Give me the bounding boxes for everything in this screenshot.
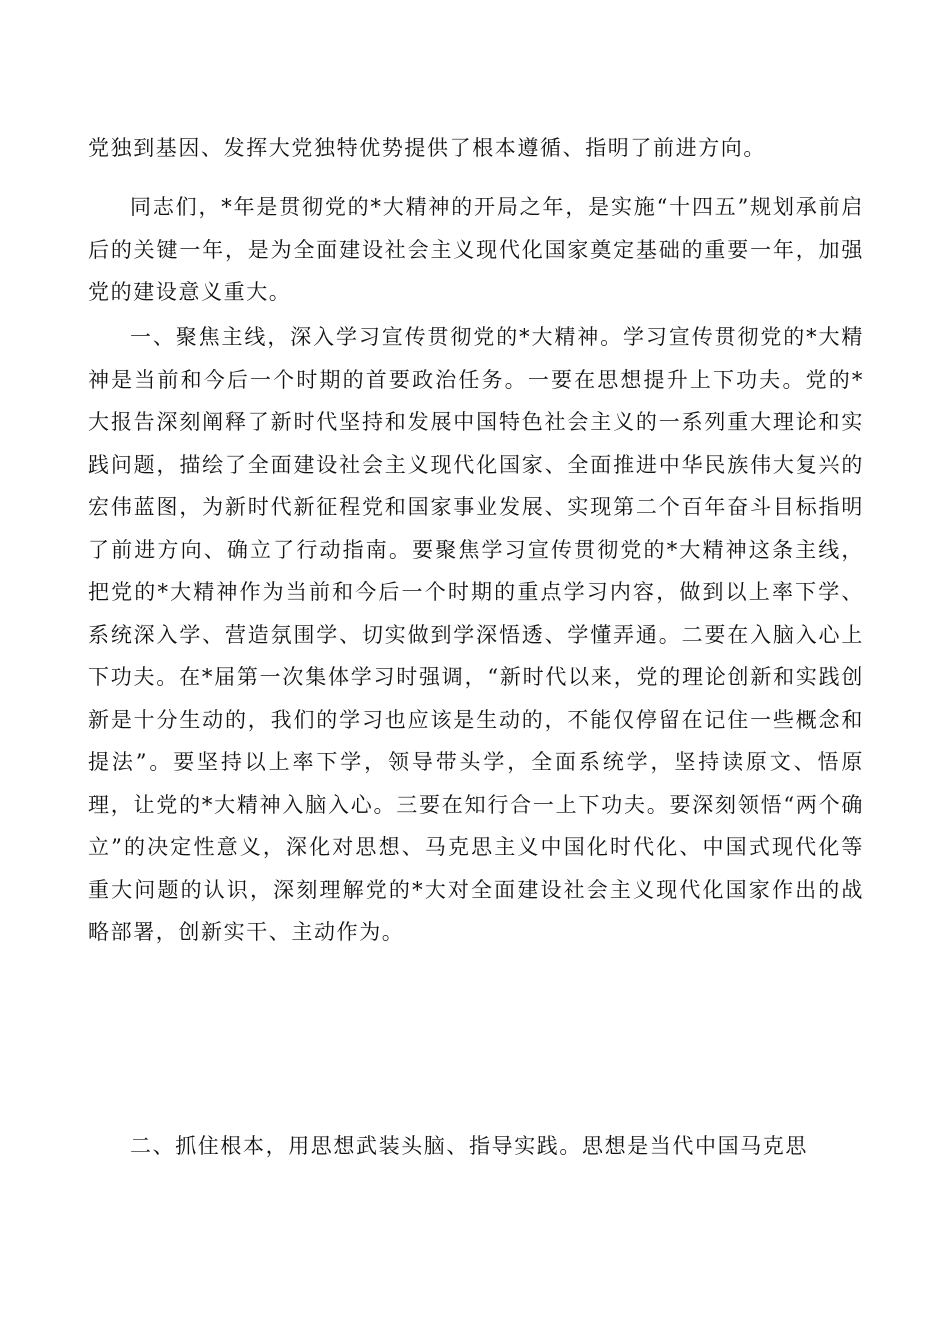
paragraph-section-two: 二、抓住根本，用思想武装头脑、指导实践。思想是当代中国马克思 (130, 1134, 808, 1158)
paragraph-continued: 党独到基因、发挥大党独特优势提供了根本遵循、指明了前进方向。 (88, 136, 766, 160)
paragraph-section-one: 一、聚焦主线，深入学习宣传贯彻党的*大精神。学习宣传贯彻党的*大精神是当前和今后一个时期的首要政治任务。一要在思想提升上下功夫。党的*大报告深刻阐释了新时代坚持和发展中国特色社会主义的一系列重大理论和实践问题，描绘了全面建设社会主义现代化国家、全面推进中华民族伟大复兴的宏伟蓝图，为新时代新征程党和国家事业发展、实现第二个百年奋斗目标指明了前进方向、确立了行动指南。要聚焦学习宣传贯彻党的*大精神这条主线，把党的*大精神作为当前和今后一个时期的重点学习内容，做到以上率下学、系统深入学、营造氛围学、切实做到学深悟透、学懂弄通。二要在入脑入心上下功夫。在*届第一次集体学习时强调，“新时代以来，党的理论创新和实践创新是十分生动的，我们的学习也应该是生动的，不能仅停留在记住一些概念和提法”。要坚持以上率下学，领导带头学，全面系统学，坚持读原文、悟原理，让党的*大精神入脑入心。三要在知行合一上下功夫。要深刻领悟“两个确立”的决定性意义，深化对思想、马克思主义中国化时代化、中国式现代化等重大问题的认识，深刻理解党的*大对全面建设社会主义现代化国家作出的战略部署，创新实干、主动作为。 (88, 325, 864, 944)
paragraph-intro: 同志们，*年是贯彻党的*大精神的开局之年，是实施“十四五”规划承前启后的关键一年，是为全面建设社会主义现代化国家奠定基础的重要一年，加强党的建设意义重大。 (88, 195, 864, 304)
